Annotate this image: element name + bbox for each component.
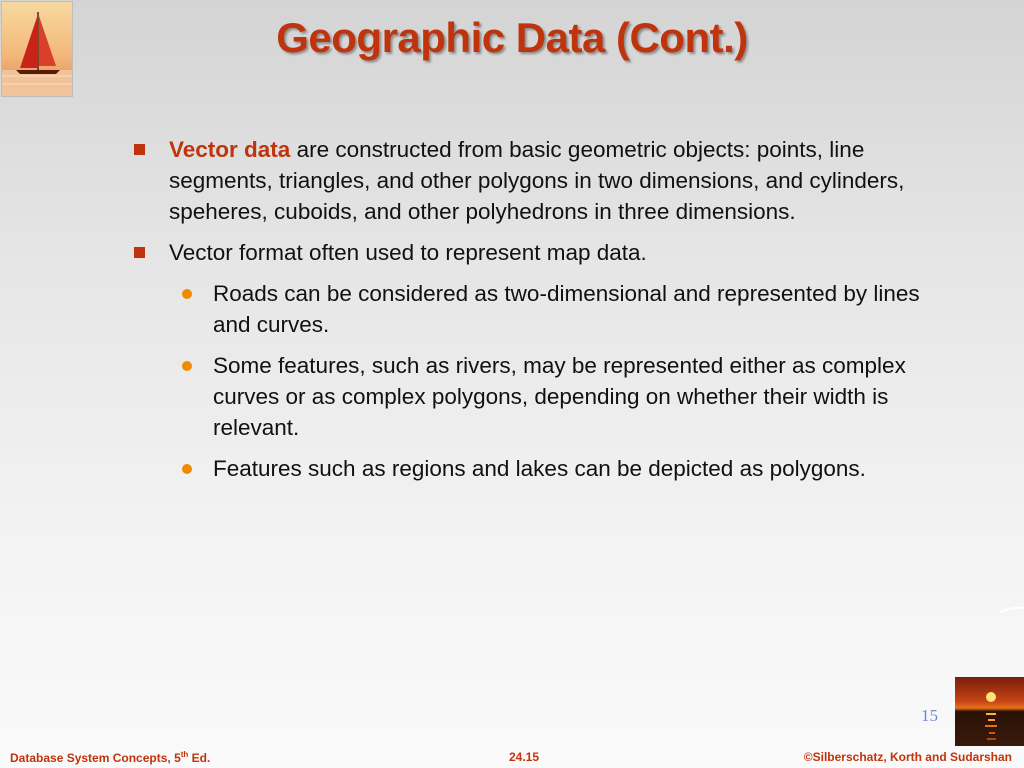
bullet-text: Features such as regions and lakes can be depicted as polygons. <box>213 456 866 481</box>
bullet-text: Roads can be considered as two-dimensional and represented by lines and curves. <box>213 281 920 337</box>
sub-bullet-item <box>128 350 948 443</box>
round-bullet-icon <box>182 464 192 474</box>
page-number: 15 <box>921 706 938 725</box>
footer-slide-number: 24.15 <box>509 750 540 764</box>
sub-bullet-item <box>128 453 948 484</box>
sub-bullet-item <box>128 278 948 340</box>
sunset-corner-image <box>955 677 1024 746</box>
slide-footer <box>0 744 1024 768</box>
footer-book-title: Database System Concepts, 5th Ed. <box>10 750 211 765</box>
bullet-item <box>128 237 948 268</box>
round-bullet-icon <box>182 289 192 299</box>
slide-content <box>128 134 948 494</box>
highlight-term: Vector data <box>169 137 291 162</box>
round-bullet-icon <box>182 361 192 371</box>
square-bullet-icon <box>134 247 145 258</box>
bullet-text: Vector format often used to represent map data. <box>169 240 647 265</box>
square-bullet-icon <box>134 144 145 155</box>
bullet-item <box>128 134 948 227</box>
decorative-arc-icon <box>1000 607 1024 613</box>
footer-copyright: ©Silberschatz, Korth and Sudarshan <box>803 750 1012 764</box>
bullet-text: Some features, such as rivers, may be represented either as complex curves or as complex polygons, depending on whether their width is relevant. <box>213 353 906 440</box>
slide-title: Geographic Data (Cont.) <box>276 14 748 61</box>
bullet-text: are constructed from basic geometric objects: points, line segments, triangles, and other polygons in two dimensions, and cylinders, speheres, cuboids, and other polyhedrons in three dimensions. <box>169 137 905 224</box>
